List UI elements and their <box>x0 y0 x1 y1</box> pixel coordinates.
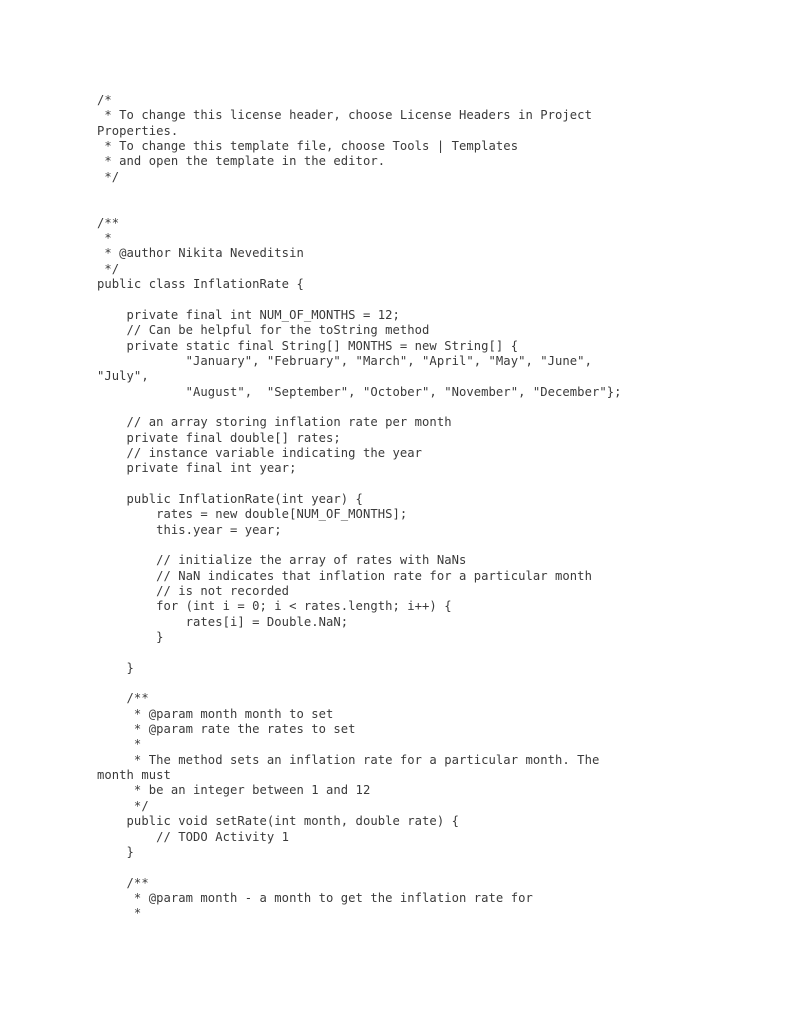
code-line: // is not recorded <box>97 584 290 598</box>
code-line <box>97 860 777 875</box>
code-line: /** <box>97 215 120 230</box>
code-line: public InflationRate(int year) { <box>97 491 363 506</box>
code-line <box>97 185 777 200</box>
code-line <box>97 477 777 492</box>
code-line: * and open the template in the editor. <box>97 154 386 169</box>
code-line: this.year = year; <box>97 522 282 537</box>
code-line: * @param rate the rates to set <box>97 722 356 737</box>
code-line: // NaN indicates that inflation rate for a particular month <box>97 568 592 583</box>
code-line: for (int i = 0; i < rates.length; i++) { <box>97 599 452 614</box>
code-line: private static final String[] MONTHS = new String[] { <box>97 338 519 353</box>
code-line: } <box>97 844 134 859</box>
code-line: * be an integer between 1 and 12 <box>97 783 371 798</box>
code-line: private final int NUM_OF_MONTHS = 12; <box>97 307 400 322</box>
code-line: public class InflationRate { <box>97 277 304 292</box>
code-line: "January", "February", "March", "April", "May", "June", <box>97 353 592 368</box>
code-line: * @param month month to set <box>97 706 334 721</box>
code-line <box>97 200 777 215</box>
code-line <box>97 292 777 307</box>
code-line: * @param month - a month to get the inflation rate for <box>97 890 533 905</box>
code-line: * The method sets an inflation rate for a particular month. The <box>97 752 600 767</box>
code-line: * To change this license header, choose License Headers in Project <box>97 108 592 123</box>
code-line: "July", <box>97 369 149 384</box>
code-line: Properties. <box>97 123 179 138</box>
code-line: "August", "September", "October", "November", "December"}; <box>97 384 622 399</box>
code-line: // instance variable indicating the year <box>97 445 423 460</box>
code-line: /** <box>97 875 149 890</box>
code-line: */ <box>97 169 120 184</box>
code-line: * <box>97 737 142 752</box>
code-line <box>97 538 777 553</box>
code-line: public void setRate(int month, double rate) { <box>97 814 459 829</box>
code-line: /* <box>97 93 112 107</box>
code-line: // TODO Activity 1 <box>97 829 290 844</box>
code-line: month must <box>97 768 171 783</box>
code-line: rates = new double[NUM_OF_MONTHS]; <box>97 507 408 522</box>
code-line: // an array storing inflation rate per month <box>97 415 452 430</box>
code-line: * To change this template file, choose Tools | Templates <box>97 139 519 154</box>
java-source-code <box>97 93 777 922</box>
code-line: private final int year; <box>97 461 297 476</box>
code-line: // Can be helpful for the toString method <box>97 323 430 338</box>
code-line: // initialize the array of rates with NaNs <box>97 553 467 568</box>
code-line: } <box>97 630 164 645</box>
code-line: * @author Nikita Neveditsin <box>97 246 304 261</box>
code-line <box>97 400 777 415</box>
code-line: * <box>97 906 142 921</box>
code-line: rates[i] = Double.NaN; <box>97 614 349 629</box>
code-line: /** <box>97 691 149 706</box>
code-line: private final double[] rates; <box>97 430 341 445</box>
code-line: */ <box>97 798 149 813</box>
code-line <box>97 645 777 660</box>
code-line: * <box>97 231 112 246</box>
code-line: */ <box>97 261 120 276</box>
code-line <box>97 676 777 691</box>
code-line: } <box>97 660 134 675</box>
